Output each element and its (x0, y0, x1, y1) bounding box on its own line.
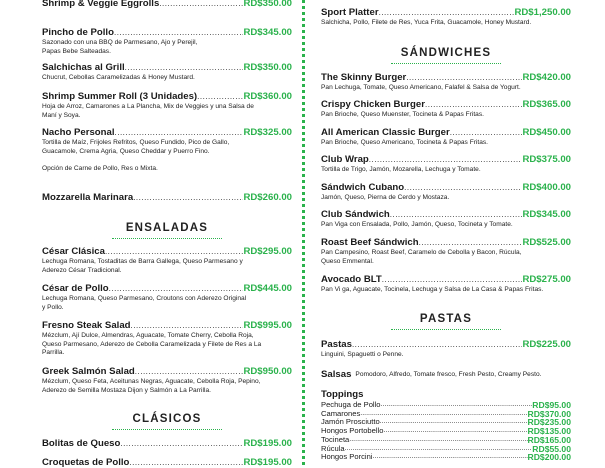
menu-item (321, 154, 571, 175)
toppings-row (321, 389, 571, 400)
dot-leader (369, 154, 523, 165)
section-pastas (321, 313, 571, 325)
menu-item-price: RD$195.00 (243, 438, 292, 449)
section-clasicos-title: CLÁSICOS (132, 413, 202, 425)
menu-item-price: RD$525.00 (522, 237, 571, 248)
menu-item-price: RD$345.00 (522, 209, 571, 220)
menu-item-description (42, 39, 292, 56)
menu-item-row (321, 182, 571, 193)
menu-item-name: César Clásica (42, 246, 105, 257)
menu-item-description (321, 221, 571, 230)
dot-leader (419, 237, 523, 248)
menu-item-row (321, 339, 571, 350)
description-line: Queso Parmesano, Aderezo de Cebolla Caramelizada y Filete de Res a La (42, 340, 262, 348)
description-line: Chucrut, Cebollas Caramelizadas & Honey Mustard. (42, 74, 195, 81)
menu-item (321, 274, 571, 295)
topping-row (321, 453, 571, 462)
menu-item-row (321, 127, 571, 138)
dot-leader (120, 438, 243, 449)
topping-name: Pechuga de Pollo (321, 400, 381, 409)
menu-item-name: Sándwich Cubano (321, 182, 405, 193)
description-line: Mézclum, Queso Feta, Aceitunas Negras, Aguacate, Cebolla Roja, Pepino, (42, 378, 261, 385)
description-line: Parrilla. (42, 349, 65, 357)
menu-item (42, 62, 292, 83)
topping-name: Camarones (321, 408, 361, 418)
menu-item-name: All American Classic Burger (321, 127, 450, 138)
section-clasicos (42, 413, 292, 425)
menu-item-row (42, 320, 292, 331)
dot-leader (125, 62, 244, 73)
description-line: Aderezo César Tradicional. (42, 266, 122, 274)
section-sandwiches-title: SÁNDWICHES (400, 47, 492, 59)
description-line: Pan Lechuga, Tomate, Queso Americano, Falafel & Salsa de Yogurt. (321, 84, 521, 91)
menu-item-row (42, 27, 292, 38)
menu-item-price: RD$325.00 (243, 127, 292, 138)
menu-item-description (321, 351, 571, 360)
description-line: Pan Brioche, Queso Muenster, Tocineta & Papas Fritas. (321, 111, 484, 118)
description-line: Guacamole, Crema Agria, Queso Cheddar y Puerro Fino. (42, 147, 210, 155)
menu-item-row (42, 62, 292, 73)
menu-item-description (321, 166, 571, 175)
menu-item (42, 27, 292, 56)
menu-item (321, 209, 571, 230)
dot-leader (109, 283, 244, 294)
salsas-row (321, 369, 571, 380)
dot-leader (135, 366, 244, 377)
salsas-description: Pomodoro, Alfredo, Tomate fresco, Fresh Pesto, Creamy Pesto. (355, 371, 542, 378)
description-line: Maní y Soya. (42, 111, 81, 119)
menu-item (42, 127, 292, 156)
menu-item-name: Shrimp Summer Roll (3 Unidades) (42, 91, 198, 102)
dot-leader (379, 7, 515, 18)
dot-leader (373, 453, 528, 462)
menu-item (42, 366, 292, 395)
dot-leader (133, 192, 243, 203)
dot-leader (380, 418, 528, 427)
menu-item (42, 91, 292, 120)
menu-item-row (42, 366, 292, 377)
dot-leader (349, 436, 527, 445)
menu-item-description (321, 84, 571, 93)
dot-leader (159, 0, 243, 9)
section-sandwiches (321, 47, 571, 59)
description-line: Pan Vi ga, Aguacate, Tocinela, Lechuga y Salsa de La Casa & Papas Fritas. (321, 286, 544, 293)
menu-item-name: Salchichas al Grill (42, 62, 125, 73)
menu-item-name: Greek Salmón Salad (42, 366, 135, 377)
menu-item-description (321, 111, 571, 120)
menu-item (42, 192, 292, 203)
menu-item-row (42, 127, 292, 138)
menu-item-name: Avocado BLT (321, 274, 382, 285)
menu-item-name: Mozzarella Marinara (42, 192, 134, 203)
description-line: y Pollo. (42, 303, 64, 311)
menu-item (321, 72, 571, 93)
description-line: Lechuga Romana, Tostaditas de Barra Gallega, Queso Parmesano y (42, 258, 243, 265)
menu-item-description (42, 332, 292, 358)
description-line: Salchicha, Pollo, Filete de Res, Yuca Frita, Guacamole, Honey Mustard. (321, 19, 532, 26)
dot-leader (425, 99, 522, 110)
menu-item-price: RD$350.00 (243, 0, 292, 9)
menu-item-price: RD$360.00 (243, 91, 292, 102)
dot-leader (382, 274, 523, 285)
column-divider (302, 0, 305, 465)
description-line: Aderezo de Semilla Mostaza Dijon y Salmón a La Parrilla. (42, 386, 211, 394)
menu-item (42, 246, 292, 275)
menu-item-description (321, 286, 571, 295)
menu-item-row (42, 91, 292, 102)
menu-item-description (42, 103, 292, 120)
dot-leader (197, 91, 243, 102)
topping-price: RD$135.00 (527, 426, 571, 437)
description-line: Papas Bebe Salteadas. (42, 47, 111, 55)
menu-item-row (42, 457, 292, 468)
description-line: Mézclum, Ají Dulce, Almendras, Aguacate, Tomate Cherry, Cebolla Roja, (42, 332, 254, 339)
menu-item-price: RD$350.00 (243, 62, 292, 73)
dot-leader (360, 410, 527, 419)
topping-price: RD$235.00 (527, 417, 571, 428)
dot-leader (381, 401, 533, 410)
menu-item (321, 339, 571, 360)
menu-item-name: Croquetas de Pollo (42, 457, 130, 468)
menu-item-row (42, 438, 292, 449)
menu-item-description (321, 139, 571, 148)
menu-item-price: RD$445.00 (243, 283, 292, 294)
topping-name: Hongos Porcini (321, 452, 373, 462)
menu-item-description (42, 378, 292, 395)
menu-item-description (321, 249, 571, 266)
description-line: Tortilla de Trigo, Jamón, Mozarella, Lechuga y Tomate. (321, 166, 481, 173)
menu-item (321, 182, 571, 203)
menu-item (42, 283, 292, 312)
menu-item-row (321, 237, 571, 248)
topping-name: Rúcula (321, 443, 345, 453)
dot-leader (406, 72, 522, 83)
menu-item-row (321, 209, 571, 220)
description-line: Pan Viga con Ensalada, Pollo, Jamón, Queso, Tocineta y Tomate. (321, 221, 513, 228)
description-line: Jamón, Queso, Pierna de Cerdo y Mostaza. (321, 194, 450, 201)
toppings-label: Toppings (321, 389, 364, 400)
menu-item (42, 438, 292, 449)
topping-name: Hongos Portobello (321, 426, 384, 436)
menu-item (321, 237, 571, 266)
salsas-label: Salsas (321, 369, 352, 380)
menu-item-description (321, 19, 571, 28)
menu-item-description (42, 74, 292, 83)
description-line: Tortilla de Maíz, Frijoles Refritos, Queso Fundido, Pico de Gallo, (42, 139, 230, 146)
menu-item-price: RD$260.00 (243, 192, 292, 203)
description-line: Linguini, Spaguetti o Penne. (321, 351, 404, 358)
menu-item-price: RD$450.00 (522, 127, 571, 138)
menu-item-row (321, 274, 571, 285)
topping-price: RD$165.00 (527, 434, 571, 445)
menu-item-price: RD$950.00 (243, 366, 292, 377)
topping-price: RD$55.00 (532, 443, 571, 454)
menu-item-name: César de Pollo (42, 283, 109, 294)
topping-price: RD$370.00 (527, 408, 571, 419)
dot-leader (105, 246, 244, 257)
menu-note: Opción de Carne de Pollo, Res o Mixta. (42, 165, 158, 172)
section-ensaladas (42, 222, 292, 234)
menu-item-price: RD$365.00 (522, 99, 571, 110)
dot-leader (131, 320, 244, 331)
menu-item-row (321, 99, 571, 110)
menu-item-price: RD$275.00 (522, 274, 571, 285)
section-ensaladas-title: ENSALADAS (125, 222, 209, 234)
menu-item-name: Bolitas de Queso (42, 438, 121, 449)
menu-item-price: RD$995.00 (243, 320, 292, 331)
menu-item (42, 457, 292, 468)
menu-item-row (42, 0, 292, 9)
topping-price: RD$200.00 (527, 452, 571, 463)
menu-item (42, 320, 292, 358)
menu-item-name: Crispy Chicken Burger (321, 99, 425, 110)
menu-item-name: Fresno Steak Salad (42, 320, 131, 331)
menu-item-row (321, 154, 571, 165)
topping-name: Tocineta (321, 434, 350, 444)
menu-item-name: Pastas (321, 339, 352, 350)
dot-leader (404, 182, 522, 193)
menu-item-name: The Skinny Burger (321, 72, 407, 83)
menu-item-row (321, 72, 571, 83)
description-line: Lechuga Romana, Queso Parmesano, Croutons con Aderezo Original (42, 295, 247, 302)
menu-item-description (42, 258, 292, 275)
salsas-line (321, 369, 571, 380)
menu-item (321, 99, 571, 120)
menu-item (321, 7, 571, 28)
menu-item-price: RD$345.00 (243, 27, 292, 38)
dot-leader (114, 27, 243, 38)
menu-item-description (42, 139, 292, 156)
menu-item-price: RD$375.00 (522, 154, 571, 165)
toppings-list (321, 401, 571, 462)
menu-item-description (321, 194, 571, 203)
menu-item-name: Shrimp & Veggie Eggrolls (42, 0, 160, 9)
menu-item-name: Club Sándwich (321, 209, 390, 220)
menu-item-description (42, 295, 292, 312)
topping-name: Jamón Prosciutto (321, 417, 380, 427)
description-line: Pan Brioche, Queso Americano, Tocineta & Papas Fritas. (321, 139, 489, 146)
toppings-label-line (321, 389, 571, 400)
dot-leader (115, 127, 244, 138)
menu-item-price: RD$225.00 (522, 339, 571, 350)
dot-leader (450, 127, 523, 138)
menu-item-price: RD$195.00 (243, 457, 292, 468)
topping-price: RD$95.00 (532, 400, 571, 410)
menu-item-row (42, 192, 292, 203)
description-line: Pan Campesino, Roast Beef, Caramelo de Cebolla y Bacon, Rúcula, (321, 249, 522, 256)
description-line: Sazonado con una BBQ de Parmesano, Ajo y Perejil, (42, 39, 198, 46)
menu-item (321, 127, 571, 148)
dot-leader (383, 427, 527, 436)
menu-item-name: Roast Beef Sándwich (321, 237, 419, 248)
menu-item-price: RD$420.00 (522, 72, 571, 83)
dot-leader (129, 457, 243, 468)
menu-item-price: RD$400.00 (522, 182, 571, 193)
menu-item-price: RD$1,250.00 (514, 7, 571, 18)
menu-item-name: Nacho Personal (42, 127, 115, 138)
description-line: Queso Emmental. (321, 257, 374, 265)
menu-item-name: Club Wrap (321, 154, 369, 165)
menu-item-row (321, 7, 571, 18)
description-line: Hoja de Arroz, Camarones a La Plancha, Mix de Veggies y una Salsa de (42, 103, 254, 110)
menu-item-price: RD$295.00 (243, 246, 292, 257)
menu-item-name: Sport Platter (321, 7, 379, 18)
section-pastas-title: PASTAS (419, 313, 473, 325)
menu-item-name: Pincho de Pollo (42, 27, 114, 38)
menu-item-row (42, 283, 292, 294)
dot-leader (390, 209, 523, 220)
menu-item-row (42, 246, 292, 257)
dot-leader (352, 339, 523, 350)
menu-item (42, 0, 292, 9)
